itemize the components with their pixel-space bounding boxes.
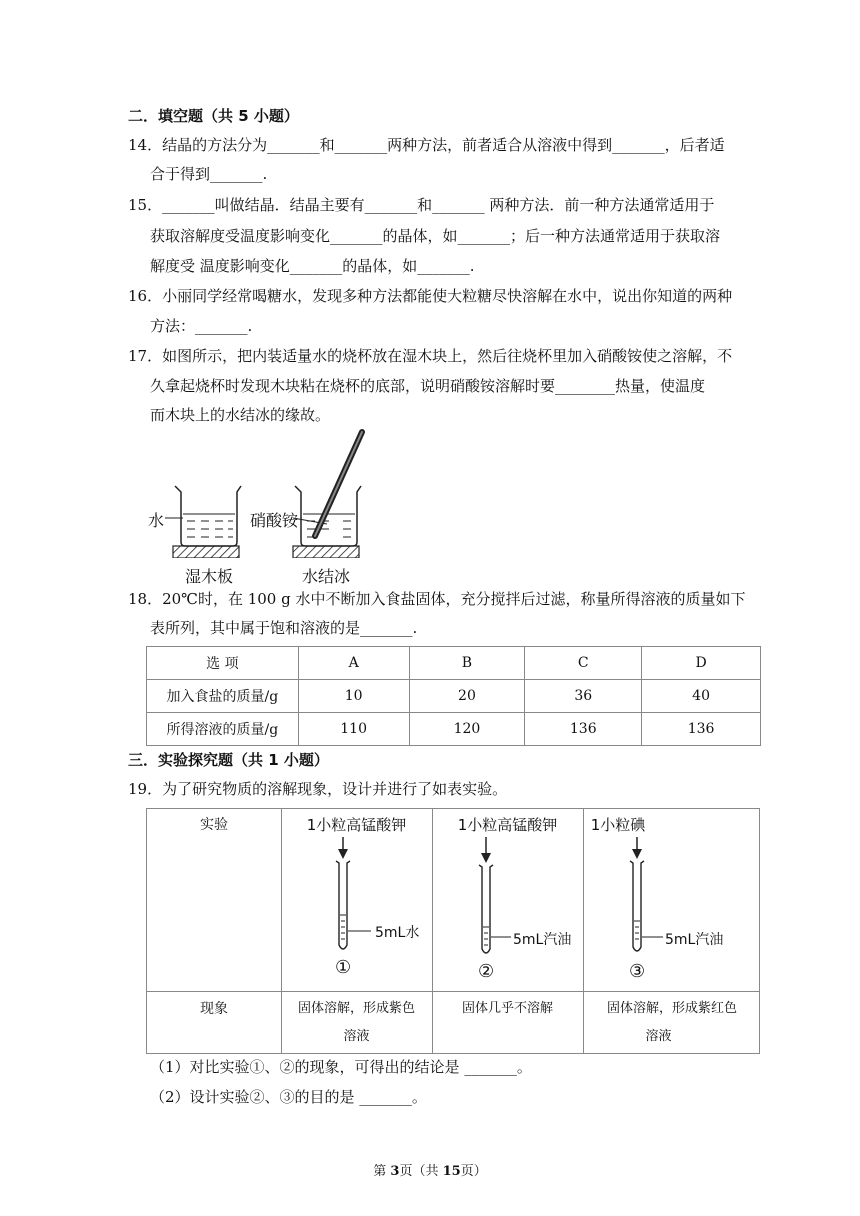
q18-line-1: 18．20℃时，在 100 g 水中不断加入食盐固体，充分搅拌后过滤，称量所得溶液的质量如下 [128,590,746,608]
footer-middle: 页（共 [399,1164,443,1179]
test-tube-2 [479,837,511,953]
footer-prefix: 第 [373,1164,391,1179]
q16-line-2: 方法：_______. [150,317,253,335]
table-cell: 加入食盐的质量/g [147,680,299,713]
table-cell: 110 [298,713,409,746]
table-header-cell: B [409,647,525,680]
table-cell: 10 [298,680,409,713]
test-tube-3 [630,837,663,951]
q19-line-1: 19．为了研究物质的溶解现象，设计并进行了如表实验。 [128,780,508,798]
experiment-2-number: ② [478,961,495,982]
table-header-cell: 选 项 [147,647,299,680]
q15-line-3: 解度受 温度影响变化_______的晶体，如_______. [150,257,475,275]
table-header-cell: A [298,647,409,680]
table-row [147,647,761,680]
beaker-figure [145,428,385,558]
experiment-2-observation: 固体几乎不溶解 [461,1001,553,1016]
experiment-1-observation: 固体溶解，形成紫色 [297,1001,415,1016]
experiment-3-solvent: 5mL汽油 [665,932,724,948]
q17-line-3: 而木块上的水结冰的缘故。 [150,406,331,424]
table-header-cell: C [525,647,642,680]
label-water: 水 [148,511,165,530]
experiment-1-solute: 1小粒高锰酸钾 [306,816,407,834]
experiment-1-number: ① [335,957,352,978]
experiment-1-observation-2: 溶液 [343,1029,370,1044]
table-cell: 所得溶液的质量/g [147,713,299,746]
label-ice: 水结冰 [302,567,351,586]
q18-line-2: 表所列，其中属于饱和溶液的是_______. [150,619,418,637]
page-number: 3 [390,1164,400,1179]
q17-line-1: 17．如图所示，把内装适量水的烧杯放在湿木块上，然后往烧杯里加入硝酸铵使之溶解，不 [128,347,733,365]
q19-sub-question-1: （1）对比实验①、②的现象，可得出的结论是 _______。 [150,1058,532,1076]
table-cell: 120 [409,713,525,746]
experiment-3-solute: 1小粒碘 [590,816,646,834]
table-cell: 40 [642,680,761,713]
table-cell: 136 [525,713,642,746]
experiment-3-number: ③ [629,961,646,982]
test-tubes-figure [281,809,761,991]
table-row [147,680,761,713]
q14-line-1: 14．结晶的方法分为_______和_______两种方法，前者适合从溶液中得到_______，后者适 [128,136,725,154]
q18-table [146,646,761,746]
experiment-3-observation: 固体溶解，形成紫红色 [606,1001,737,1016]
beaker-left [165,486,241,558]
table-row [147,713,761,746]
table-header-cell: D [642,647,761,680]
experiment-2-solvent: 5mL汽油 [513,932,572,948]
test-tube-1 [336,837,371,949]
header-experiment: 实验 [200,817,228,833]
q19-sub-question-2: （2）设计实验②、③的目的是 _______。 [150,1088,427,1106]
label-wet-board: 湿木板 [185,567,234,586]
section-title-experiment: 三．实验探究题（共 1 小题） [128,751,329,769]
label-ammonium-nitrate: 硝酸铵 [250,511,299,530]
table-cell: 36 [525,680,642,713]
q17-line-2: 久拿起烧杯时发现木块粘在烧杯的底部，说明硝酸铵溶解时要________热量，使温度 [150,377,706,395]
table-cell: 20 [409,680,525,713]
footer-suffix: 页） [460,1164,487,1179]
section-title-fill-in: 二．填空题（共 5 小题） [128,107,299,125]
q15-line-1: 15．_______叫做结晶．结晶主要有_______和_______ 两种方法．前一种方法通常适用于 [128,196,715,214]
q15-line-2: 获取溶解度受温度影响变化_______的晶体，如_______；后一种方法通常适用于获取溶 [150,227,721,245]
q19-table [146,808,760,1054]
page-footer [0,1160,860,1179]
q16-line-1: 16．小丽同学经常喝糖水，发现多种方法都能使大粒糖尽快溶解在水中，说出你知道的两种 [128,287,733,305]
experiment-2-solute: 1小粒高锰酸钾 [457,816,558,834]
beaker-right [293,432,362,558]
page-total: 15 [442,1164,461,1179]
table-cell: 136 [642,713,761,746]
experiment-3-observation-2: 溶液 [645,1029,672,1044]
q14-line-2: 合于得到_______. [150,165,268,183]
experiment-1-solvent: 5mL水 [375,925,420,941]
header-phenomenon: 现象 [200,1001,228,1017]
